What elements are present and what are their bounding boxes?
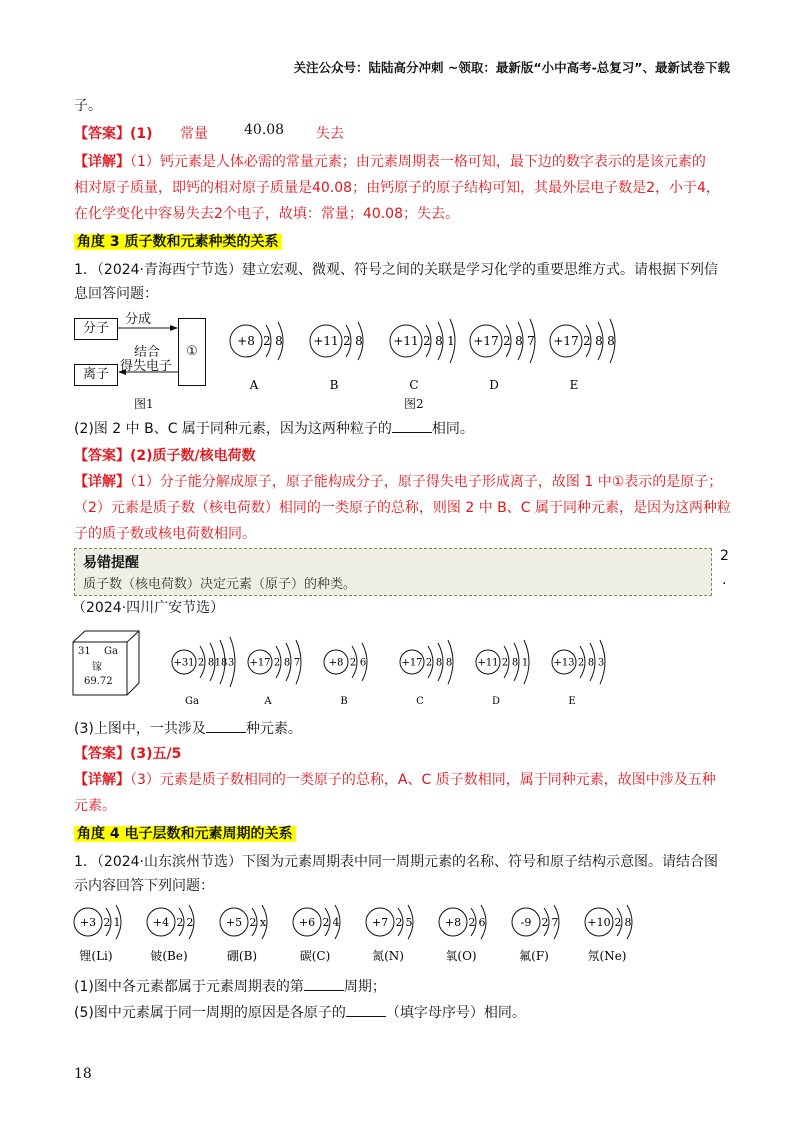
question-line: 1．（2024·山东滨州节选）下图为元素周期表中同一周期元素的名称、符号和原子结构示意图。请结合图 bbox=[74, 854, 718, 870]
electron-count: 7 bbox=[527, 334, 535, 349]
tip-box bbox=[74, 548, 712, 596]
nucleus-charge: -9 bbox=[520, 915, 532, 929]
detail-line: 在化学变化中容易失去2个电子，故填：常量；40.08；失去。 bbox=[74, 206, 459, 222]
cell-name: 镓 bbox=[92, 662, 102, 673]
atom-diagram bbox=[248, 640, 301, 707]
electron-count: 8 bbox=[587, 657, 595, 669]
atom-label: A bbox=[249, 378, 259, 392]
electron-count: 3 bbox=[597, 657, 605, 669]
ion-box: 离子 bbox=[74, 364, 118, 386]
electron-count: 2 bbox=[263, 334, 271, 349]
text-line: 子。 bbox=[74, 98, 102, 114]
electron-count: 2 bbox=[468, 915, 476, 929]
atom-diagram bbox=[439, 905, 486, 963]
electron-count: 2 bbox=[423, 334, 431, 349]
electron-count: 2 bbox=[541, 915, 549, 929]
electron-count: x bbox=[259, 915, 267, 929]
electron-count: 2 bbox=[322, 915, 330, 929]
nucleus-charge: +6 bbox=[298, 915, 316, 929]
figure-caption: 图1 bbox=[134, 397, 154, 411]
question-text: (3)上图中，一共涉及 bbox=[74, 721, 206, 737]
question-line: 示内容回答下列问题： bbox=[74, 878, 214, 894]
answer-1-a3: 失去 bbox=[316, 126, 344, 142]
cell-mass: 69.72 bbox=[84, 676, 113, 687]
cell-number: 31 bbox=[78, 646, 91, 657]
answer-blank[interactable] bbox=[304, 976, 344, 991]
detail-tag: 【详解】 bbox=[74, 772, 130, 788]
atom-diagram bbox=[230, 322, 283, 392]
electron-count: 8 bbox=[435, 657, 443, 669]
question-line: 1．（2024·青海西宁节选）建立宏观、微观、符号之间的关联是学习化学的重要思维方式。请根据下列信 bbox=[74, 262, 718, 278]
detail-line: 子的质子数或核电荷数相同。 bbox=[74, 526, 256, 542]
question-4 bbox=[74, 976, 386, 997]
electron-count: 1 bbox=[113, 915, 121, 929]
nucleus-charge: +17 bbox=[249, 657, 271, 669]
atom-diagram bbox=[74, 905, 121, 963]
electron-count: 2 bbox=[395, 915, 403, 929]
detail-tag: 【详解】 bbox=[74, 474, 130, 490]
atom-diagram bbox=[585, 905, 632, 963]
electron-count: 2 bbox=[503, 334, 511, 349]
atom-label: B bbox=[329, 378, 339, 392]
question-number: 2 bbox=[720, 548, 729, 564]
atom-label: E bbox=[568, 696, 576, 707]
nucleus-charge: +8 bbox=[328, 657, 344, 669]
atom-diagram-row bbox=[72, 902, 712, 972]
electron-count: 8 bbox=[275, 334, 283, 349]
answer-blank[interactable] bbox=[346, 1002, 386, 1017]
atom-label: B bbox=[340, 696, 348, 707]
answer-text: (3)五/5 bbox=[130, 746, 182, 762]
answer-1 bbox=[74, 124, 153, 144]
atom-diagram bbox=[310, 322, 363, 392]
electron-count: 6 bbox=[359, 657, 367, 669]
electron-count: 2 bbox=[614, 915, 622, 929]
arrow-label: 结合 bbox=[134, 344, 161, 359]
section-heading-text: 角度 4 电子层数和元素周期的关系 bbox=[74, 826, 296, 842]
atom-label: 碳(C) bbox=[299, 949, 331, 963]
electron-count: 2 bbox=[425, 657, 433, 669]
answer-1-a1: 常量 bbox=[180, 126, 208, 142]
question-source: （2024·四川广安节选） bbox=[72, 600, 225, 616]
electron-count: 8 bbox=[435, 334, 443, 349]
electron-count: 3 bbox=[227, 657, 235, 669]
question-text: (1)图中各元素都属于元素周期表的第 bbox=[74, 979, 304, 995]
atom-diagram bbox=[476, 640, 529, 707]
figure-3 bbox=[168, 628, 668, 708]
nucleus-charge: +4 bbox=[152, 915, 170, 929]
atom-label: 硼(B) bbox=[226, 949, 258, 963]
nucleus-charge: +11 bbox=[393, 334, 419, 349]
nucleus-charge: +11 bbox=[477, 657, 499, 669]
electron-count: 8 bbox=[595, 334, 603, 349]
nucleus-charge: +11 bbox=[313, 334, 339, 349]
electron-count: 1 bbox=[521, 657, 529, 669]
atom-label: C bbox=[409, 378, 419, 392]
answer-3 bbox=[74, 744, 181, 764]
nucleus-charge: +13 bbox=[553, 657, 575, 669]
question-text: 相同。 bbox=[431, 421, 474, 437]
electron-count: 2 bbox=[501, 657, 509, 669]
atom-diagram bbox=[512, 905, 559, 963]
question-line: 息回答问题： bbox=[74, 286, 158, 302]
atom-diagram bbox=[324, 643, 367, 707]
electron-count: 18 bbox=[214, 657, 228, 669]
electron-count: 8 bbox=[283, 657, 291, 669]
electron-count: 5 bbox=[405, 915, 413, 929]
atom-diagram bbox=[390, 319, 455, 392]
nucleus-charge: +17 bbox=[401, 657, 423, 669]
detail-3 bbox=[74, 770, 716, 790]
section-heading bbox=[74, 824, 296, 844]
atom-label: A bbox=[264, 696, 272, 707]
question-5 bbox=[74, 1002, 526, 1023]
detail-line: （2）元素是质子数（核电荷数）相同的一类原子的总称，则图 2 中 B、C 属于同种元素，是因为这两种粒 bbox=[74, 500, 731, 516]
tip-title: 易错提醒 bbox=[83, 555, 139, 571]
electron-count: 8 bbox=[355, 334, 363, 349]
electron-count: 8 bbox=[445, 657, 453, 669]
nucleus-charge: +17 bbox=[473, 334, 499, 349]
electron-count: 8 bbox=[624, 915, 632, 929]
nucleus-charge: +8 bbox=[444, 915, 462, 929]
electron-count: 2 bbox=[583, 334, 591, 349]
atom-label: D bbox=[491, 696, 501, 707]
electron-count: 2 bbox=[577, 657, 585, 669]
page-number: 18 bbox=[74, 1066, 92, 1082]
electron-count: 2 bbox=[197, 657, 205, 669]
atom-diagram-row bbox=[222, 315, 632, 395]
atom-diagram bbox=[550, 319, 615, 392]
atom-diagram bbox=[147, 905, 194, 963]
arrow-label: 得失电子 bbox=[120, 358, 173, 373]
detail-2 bbox=[74, 472, 722, 492]
page-header: 关注公众号：陆陆高分冲刺 ~领取：最新版“小中高考-总复习”、最新试卷下载 bbox=[293, 60, 730, 75]
detail-line: （1）分子能分解成原子，原子能构成分子，原子得失电子形成离子，故图 1 中①表示的是原子； bbox=[130, 474, 723, 490]
molecule-box: 分子 bbox=[74, 318, 118, 340]
atom-diagram bbox=[470, 319, 535, 392]
electron-count: 8 bbox=[607, 334, 615, 349]
electron-count: 2 bbox=[103, 915, 111, 929]
atom-diagram bbox=[552, 640, 605, 707]
electron-count: 8 bbox=[515, 334, 523, 349]
detail-1 bbox=[74, 152, 706, 172]
electron-count: 2 bbox=[349, 657, 357, 669]
atom-diagram bbox=[400, 640, 453, 707]
nucleus-charge: +17 bbox=[553, 334, 579, 349]
question-text: （填字母序号）相同。 bbox=[385, 1005, 526, 1021]
atom-diagram bbox=[172, 637, 235, 707]
atom-diagram-row bbox=[168, 628, 668, 708]
electron-count: 8 bbox=[511, 657, 519, 669]
question-2 bbox=[74, 418, 474, 439]
electron-count: 2 bbox=[343, 334, 351, 349]
section-heading-text: 角度 3 质子数和元素种类的关系 bbox=[74, 234, 282, 250]
detail-line: 元素。 bbox=[74, 798, 116, 814]
question-3 bbox=[74, 718, 302, 739]
detail-line: （3）元素是质子数相同的一类原子的总称，A、C 质子数相同，属于同种元素，故图中涉及五种 bbox=[130, 772, 716, 788]
detail-line: （1）钙元素是人体必需的常量元素；由元素周期表一格可知，最下边的数字表示的是该元素的 bbox=[130, 154, 706, 170]
answer-blank[interactable] bbox=[206, 718, 246, 733]
question-text: 周期； bbox=[343, 979, 386, 995]
question-text: (2)图 2 中 B、C 属于同种元素，因为这两种粒子的 bbox=[74, 421, 392, 437]
electron-count: 6 bbox=[478, 915, 486, 929]
atom-label: 氧(O) bbox=[445, 949, 477, 963]
figure-caption: 图2 bbox=[404, 397, 424, 411]
atom-label: C bbox=[416, 696, 424, 707]
atom-diagram bbox=[293, 905, 340, 963]
answer-text: (2)质子数/核电荷数 bbox=[130, 448, 256, 464]
electron-count: 2 bbox=[249, 915, 257, 929]
atom-label: E bbox=[569, 378, 579, 392]
cell-symbol: Ga bbox=[104, 646, 118, 657]
electron-count: 7 bbox=[293, 657, 301, 669]
figure-4 bbox=[72, 902, 712, 972]
nucleus-charge: +3 bbox=[79, 915, 97, 929]
answer-tag: 【答案】 bbox=[74, 448, 130, 464]
answer-num: (1) bbox=[130, 126, 153, 142]
electron-count: 2 bbox=[273, 657, 281, 669]
nucleus-charge: +7 bbox=[371, 915, 389, 929]
nucleus-charge: +8 bbox=[237, 334, 255, 349]
electron-count: 4 bbox=[332, 915, 340, 929]
answer-tag: 【答案】 bbox=[74, 746, 130, 762]
atom-label: 氟(F) bbox=[519, 949, 549, 963]
atom-label: 锂(Li) bbox=[79, 949, 113, 963]
nucleus-charge: +5 bbox=[225, 915, 243, 929]
section-heading bbox=[74, 232, 282, 252]
arrow-label: 分成 bbox=[125, 311, 152, 326]
atom-box: ① bbox=[178, 318, 206, 386]
detail-line: 相对原子质量，即钙的相对原子质量是40.08；由钙原子的原子结构可知，其最外层电子数是2，小于4， bbox=[74, 180, 720, 196]
answer-1-a2: 40.08 bbox=[244, 122, 285, 138]
atom-diagram bbox=[220, 905, 267, 963]
atom-label: Ga bbox=[185, 696, 199, 707]
electron-count: 1 bbox=[447, 334, 455, 349]
answer-2 bbox=[74, 446, 256, 466]
electron-count: 2 bbox=[176, 915, 184, 929]
electron-count: 7 bbox=[551, 915, 559, 929]
answer-blank[interactable] bbox=[392, 418, 432, 433]
figure-2 bbox=[222, 315, 632, 395]
nucleus-charge: +10 bbox=[587, 915, 611, 929]
atom-diagram bbox=[366, 905, 413, 963]
atom-label: 氖(Ne) bbox=[587, 949, 627, 963]
detail-tag: 【详解】 bbox=[74, 154, 130, 170]
atom-label: 铍(Be) bbox=[150, 949, 188, 963]
question-text: (5)图中元素属于同一周期的原因是各原子的 bbox=[74, 1005, 346, 1021]
atom-label: 氮(N) bbox=[372, 949, 404, 963]
tip-content: 质子数（核电荷数）决定元素（原子）的种类。 bbox=[83, 577, 357, 592]
question-number-dot: . bbox=[722, 572, 727, 588]
electron-count: 8 bbox=[207, 657, 215, 669]
atom-label: D bbox=[489, 378, 499, 392]
electron-count: 2 bbox=[186, 915, 194, 929]
nucleus-charge: +31 bbox=[173, 657, 195, 669]
question-text: 种元素。 bbox=[245, 721, 302, 737]
answer-tag: 【答案】 bbox=[74, 126, 130, 142]
